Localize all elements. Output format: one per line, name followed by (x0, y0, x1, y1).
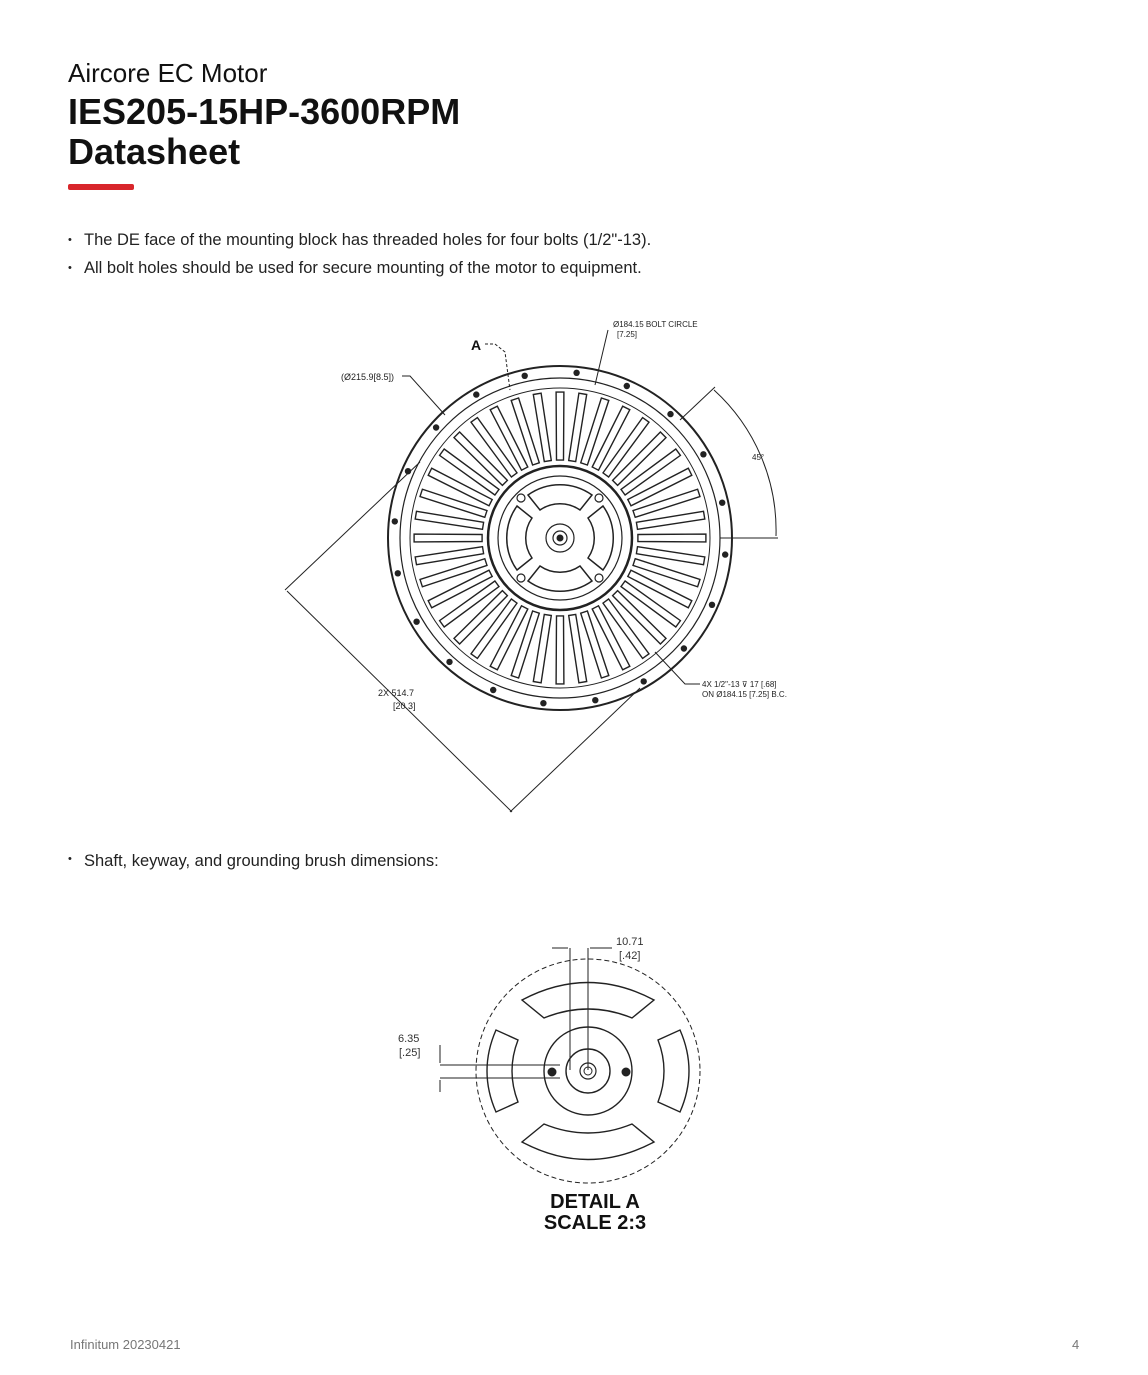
detail-caption (500, 1192, 690, 1234)
perimeter-hole (392, 518, 398, 524)
cooling-fin (556, 392, 564, 460)
bullet-item: • Shaft, keyway, and grounding brush dimensions: (68, 852, 439, 871)
cooling-fin (556, 616, 564, 684)
detail-caption-scale: SCALE 2:3 (543, 1212, 647, 1234)
cooling-fin (414, 534, 482, 542)
perimeter-hole (540, 700, 546, 706)
perimeter-hole (446, 659, 452, 665)
cooling-fin (613, 432, 666, 485)
cooling-fin (454, 432, 507, 485)
holes-callout: 4X 1/2"-13 ⊽ 17 [.68] (702, 680, 777, 689)
bolt-circle-label: Ø184.15 BOLT CIRCLE (613, 320, 698, 329)
bullet-item: • All bolt holes should be used for secure mounting of the motor to equipment. (68, 254, 651, 282)
dimension-lines (285, 330, 778, 812)
outer-dia-label: (Ø215.9[8.5]) (341, 372, 395, 382)
perimeter-hole (641, 678, 647, 684)
cooling-fin (638, 534, 706, 542)
holes-callout-bc: ON Ø184.15 [7.25] B.C. (702, 690, 787, 699)
detail-dim-left-inch: [.25] (399, 1047, 421, 1059)
detail-dim-top-inch: [.42] (619, 950, 641, 962)
motor-outline (388, 366, 732, 710)
detail-dim-top: 10.71 (616, 936, 644, 948)
perimeter-hole (433, 424, 439, 430)
cooling-fin (613, 591, 666, 644)
bullet-item: • The DE face of the mounting block has threaded holes for four bolts (1/2"-13). (68, 226, 651, 254)
perimeter-hole (722, 551, 728, 557)
footer-page-number: 4 (1072, 1337, 1080, 1352)
perimeter-hole (719, 500, 725, 506)
perimeter-hole (700, 451, 706, 457)
header-title: IES205-15HP-3600RPM (68, 91, 461, 132)
accent-bar (68, 184, 134, 190)
detail-a-drawing (380, 920, 720, 1190)
perimeter-hole (681, 645, 687, 651)
perimeter-hole (709, 602, 715, 608)
perimeter-hole (573, 370, 579, 376)
perimeter-hole (522, 373, 528, 379)
footer-doc-id: Infinitum 20230421 (70, 1337, 181, 1352)
perimeter-hole (473, 391, 479, 397)
detail-dim-left: 6.35 (398, 1033, 420, 1045)
perimeter-hole (667, 411, 673, 417)
perimeter-hole (413, 619, 419, 625)
perimeter-hole (592, 697, 598, 703)
cooling-fin (454, 591, 507, 644)
perimeter-hole (490, 687, 496, 693)
bullet-list (68, 226, 651, 282)
header-title-line2: Datasheet (68, 131, 241, 172)
angle-label: 45° (752, 453, 765, 462)
section-label: A (471, 337, 482, 353)
bolt-circle-label-inch: [7.25] (617, 330, 638, 339)
header-subtitle: Aircore EC Motor (68, 58, 268, 88)
overall-dim-label-inch: [20.3] (393, 701, 416, 711)
overall-dim-label: 2X 514.7 (378, 688, 415, 698)
motor-end-view-drawing (270, 310, 830, 830)
detail-caption-title: DETAIL A (550, 1191, 640, 1213)
perimeter-hole (395, 570, 401, 576)
perimeter-hole (624, 383, 630, 389)
